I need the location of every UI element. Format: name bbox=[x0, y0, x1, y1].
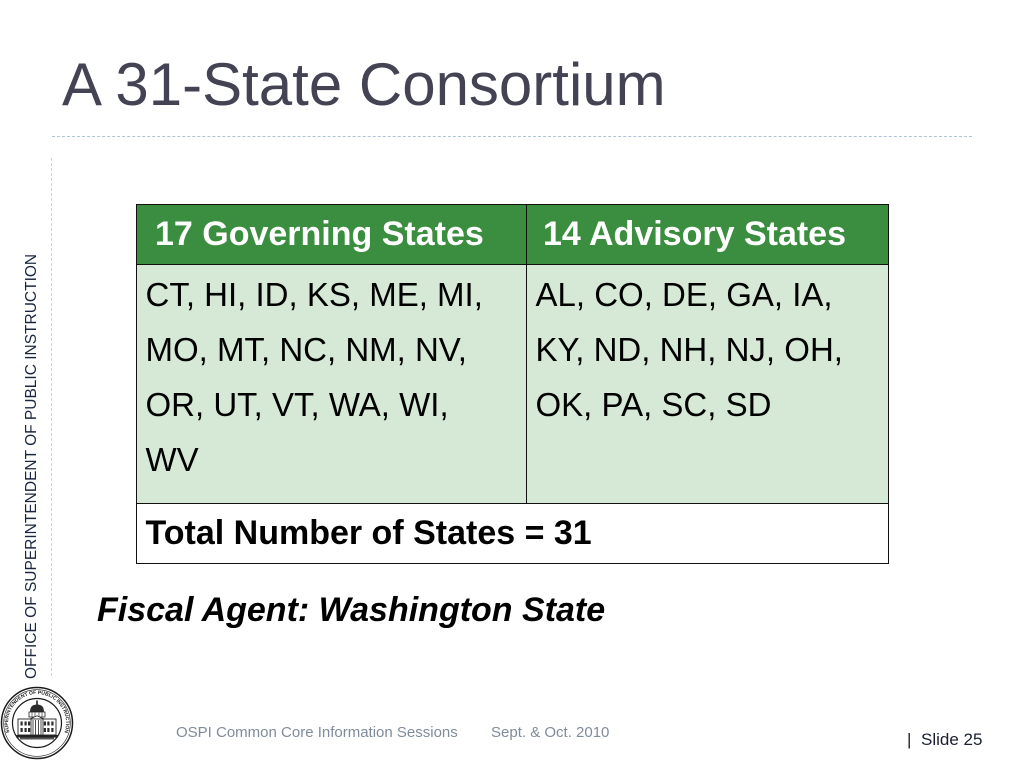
side-organization-label: OFFICE OF SUPERINTENDENT OF PUBLIC INSTRUCTION bbox=[23, 253, 40, 679]
footer-dates: Sept. & Oct. 2010 bbox=[491, 724, 610, 741]
governing-states-line: CT, HI, ID, KS, ME, MI, bbox=[145, 276, 483, 313]
title-divider bbox=[52, 136, 972, 137]
slide-title: A 31-State Consortium bbox=[62, 51, 666, 118]
governing-states-line: MO, MT, NC, NM, NV, bbox=[145, 331, 467, 368]
governing-states-header: 17 Governing States bbox=[137, 205, 527, 264]
slide-number: Slide 25 bbox=[921, 730, 983, 749]
footer-separator: | bbox=[907, 730, 912, 749]
advisory-states-line: KY, ND, NH, NJ, OH, bbox=[535, 331, 843, 368]
ospi-seal-icon bbox=[0, 686, 74, 760]
governing-states-line: WV bbox=[145, 441, 199, 478]
consortium-table bbox=[136, 204, 889, 564]
side-divider bbox=[51, 158, 52, 676]
seal-lettering: SUPERINTENDENT OF PUBLIC INSTRUCTION bbox=[3, 689, 71, 734]
fiscal-agent-note: Fiscal Agent: Washington State bbox=[97, 591, 606, 629]
advisory-states-cell bbox=[527, 264, 888, 503]
governing-states-cell bbox=[137, 264, 527, 503]
governing-states-line: OR, UT, VT, WA, WI, bbox=[145, 386, 449, 423]
advisory-states-line: AL, CO, DE, GA, IA, bbox=[535, 276, 833, 313]
advisory-states-header: 14 Advisory States bbox=[527, 205, 888, 264]
footer-presentation-name: OSPI Common Core Information Sessions bbox=[176, 724, 458, 741]
advisory-states-line: OK, PA, SC, SD bbox=[535, 386, 772, 423]
total-states-row: Total Number of States = 31 bbox=[137, 503, 888, 563]
